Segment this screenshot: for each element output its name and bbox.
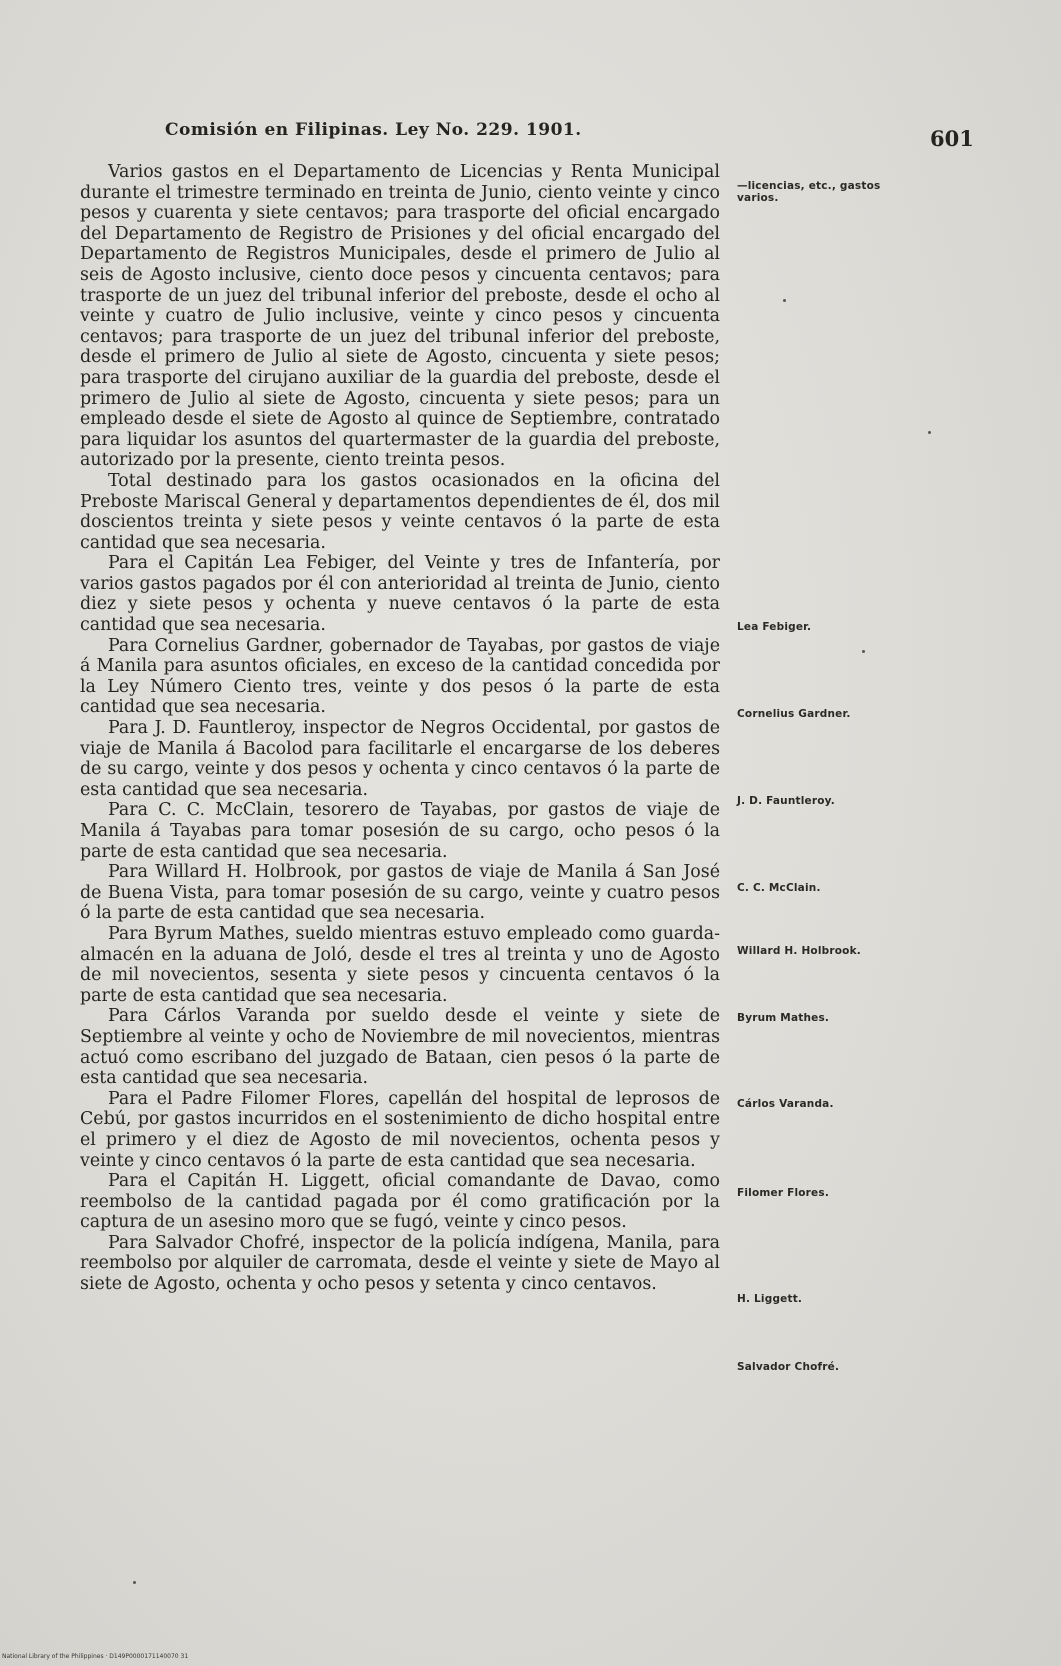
margin-note-mathes: Byrum Mathes. — [737, 1012, 830, 1024]
margin-note-chofre: Salvador Chofré. — [737, 1361, 840, 1373]
paragraph-flores: Para el Padre Filomer Flores, capellán del hospital de leprosos de Cebú, por gastos incurridos en el sostenimiento de dicho hospital entre el primero y el diez de Agosto de mil novecientos, ochenta pesos y veinte y cinco centavos ó la parte de esta cantidad que sea necesaria. — [80, 1088, 720, 1171]
margin-note-fauntleroy: J. D. Fauntleroy. — [737, 795, 835, 807]
paragraph-mathes: Para Byrum Mathes, sueldo mientras estuvo empleado como guarda-almacén en la aduana de Joló, desde el tres al treinta y uno de Agosto de mil novecientos, sesenta y siete pesos y cincuenta centavos ó la parte de esta cantidad que sea necesaria. — [80, 923, 720, 1006]
paragraph-liggett: Para el Capitán H. Liggett, oficial comandante de Davao, como reembolso de la cantidad pagada por él como gratificación por la captura de un asesino moro que se fugó, veinte y cinco pesos. — [80, 1171, 720, 1233]
scan-speck — [862, 650, 865, 653]
paragraph-fauntleroy: Para J. D. Fauntleroy, inspector de Negros Occidental, por gastos de viaje de Manila á Bacolod para facilitarle el encargarse de los deberes de su cargo, veinte y dos pesos y ochenta y cinco centavos ó la parte de esta cantidad que sea necesaria. — [80, 718, 720, 800]
margin-note-flores: Filomer Flores. — [737, 1187, 830, 1199]
paragraph-mcclain: Para C. C. McClain, tesorero de Tayabas, por gastos de viaje de Manila á Tayabas para tomar posesión de su cargo, ocho pesos ó la parte de esta cantidad que sea necesaria. — [80, 800, 720, 862]
running-head: Comisión en Filipinas. Ley No. 229. 1901. — [165, 120, 582, 140]
paragraph-chofre: Para Salvador Chofré, inspector de la policía indígena, Manila, para reembolso por alquiler de carromata, desde el veinte y siete de Mayo al siete de Agosto, ochenta y ocho pesos y setenta y cinco centavos. — [80, 1232, 720, 1295]
margin-note-liggett: H. Liggett. — [737, 1293, 803, 1305]
margin-note-licencias: —licencias, etc., gastos varios. — [737, 180, 881, 204]
paragraph-cornelius-gardner: Para Cornelius Gardner, gobernador de Tayabas, por gastos de viaje á Manila para asuntos oficiales, en exceso de la cantidad concedida por la Ley Número Ciento tres, veinte y dos pesos ó la parte de esta cantidad que sea necesaria. — [80, 635, 720, 718]
paragraph-lea-febiger: Para el Capitán Lea Febiger, del Veinte y tres de Infantería, por varios gastos pagados por él con anterioridad al treinta de Junio, ciento diez y siete pesos y ochenta y nueve centavos ó la parte de esta cantidad que sea necesaria. — [80, 553, 720, 636]
margin-note-mcclain: C. C. McClain. — [737, 882, 821, 894]
scan-speck — [928, 431, 931, 434]
margin-note-cornelius-gardner: Cornelius Gardner. — [737, 708, 851, 720]
page-number: 601 — [930, 126, 974, 151]
margin-note-lea-febiger: Lea Febiger. — [737, 621, 812, 633]
paragraph-holbrook: Para Willard H. Holbrook, por gastos de viaje de Manila á San José de Buena Vista, para tomar posesión de su cargo, veinte y cuatro pesos ó la parte de esta cantidad que sea necesaria. — [80, 862, 720, 924]
scan-speck — [133, 1581, 136, 1584]
margin-note-holbrook: Willard H. Holbrook. — [737, 945, 861, 957]
margin-note-varanda: Cárlos Varanda. — [737, 1098, 834, 1110]
scan-footer: National Library of the Philippines · D149P0000171140070 31 — [2, 1653, 189, 1660]
scan-speck — [783, 299, 786, 302]
body-text — [80, 162, 720, 1295]
paragraph-total: Total destinado para los gastos ocasionados en la oficina del Preboste Mariscal General y departamentos dependientes de él, dos mil doscientos treinta y siete pesos y veinte centavos ó la parte de esta cantidad que sea necesaria. — [80, 470, 720, 553]
paragraph-varanda: Para Cárlos Varanda por sueldo desde el veinte y siete de Septiembre al veinte y ocho de Noviembre de mil novecientos, mientras actuó como escribano del juzgado de Bataan, cien pesos ó la parte de esta cantidad que sea necesaria. — [80, 1006, 720, 1089]
paragraph-licencias: Varios gastos en el Departamento de Licencias y Renta Municipal durante el trimestre terminado en treinta de Junio, ciento veinte y cinco pesos y cuarenta y siete centavos; para trasporte del oficial encargado del Departamento de Registro de Prisiones y del oficial encargado del Departamento de Registros Municipales, desde el primero de Julio al seis de Agosto inclusive, ciento doce pesos y cincuenta centavos; para trasporte de un juez del tribunal inferior del preboste, desde el ocho al veinte y cuatro de Julio inclusive, veinte y cinco pesos y cincuenta centavos; para trasporte de un juez del tribunal inferior del preboste, desde el primero de Julio al siete de Agosto, cincuenta y siete pesos; para trasporte del cirujano auxiliar de la guardia del preboste, desde el primero de Julio al siete de Agosto, cincuenta y siete pesos; para un empleado desde el siete de Agosto al quince de Septiembre, contratado para liquidar los asuntos del quartermaster de la guardia del preboste, autorizado por la presente, ciento treinta pesos. — [80, 162, 720, 471]
